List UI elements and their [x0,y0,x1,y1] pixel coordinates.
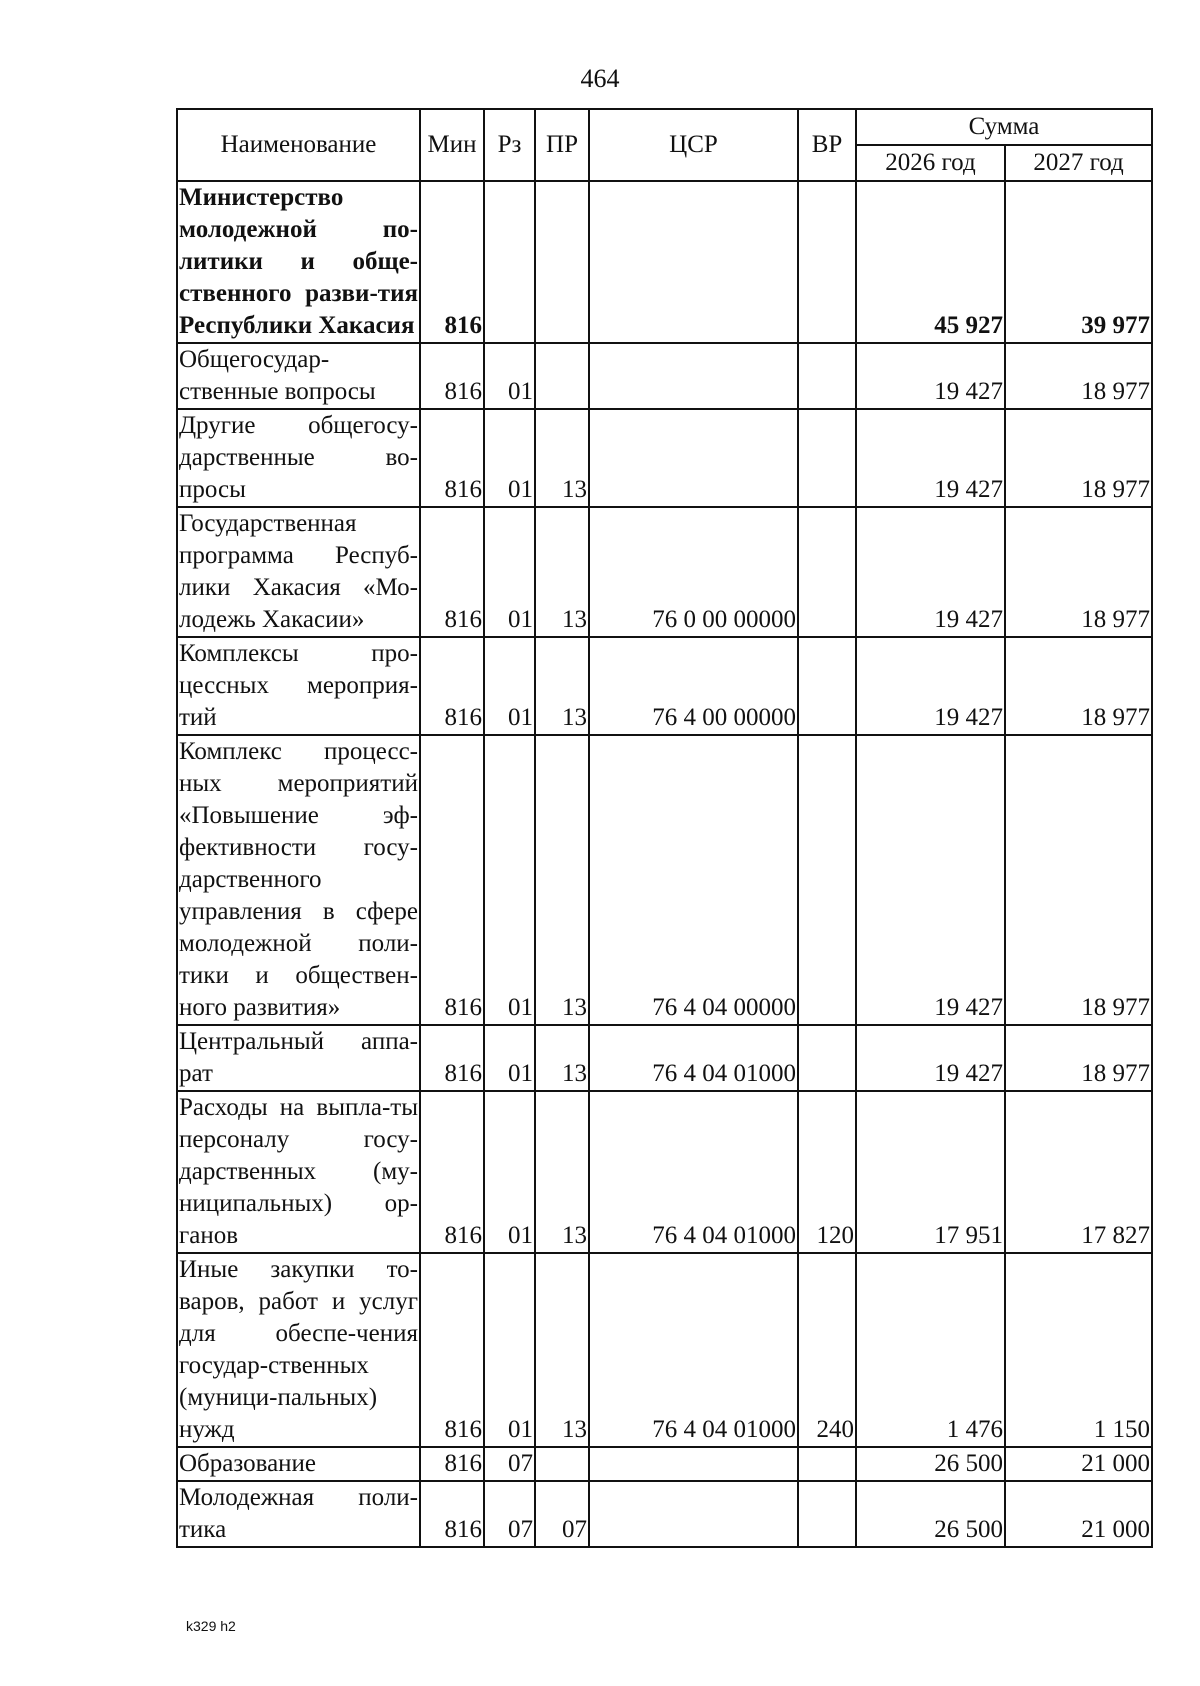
cell-sum-2027: 18 977 [1005,507,1152,637]
table-body [177,181,1152,1547]
cell-sum-2027: 18 977 [1005,409,1152,507]
cell-name: Образование [177,1447,420,1481]
cell-min: 816 [420,1091,484,1253]
cell-pr: 13 [535,1091,589,1253]
table-row [177,637,1152,735]
cell-vr [798,1447,856,1481]
cell-csr [589,409,798,507]
page-number: 464 [580,64,620,93]
header-min: Мин [420,109,484,181]
cell-pr: 13 [535,507,589,637]
cell-min: 816 [420,735,484,1025]
cell-pr: 13 [535,409,589,507]
cell-pr [535,181,589,343]
cell-sum-2027: 18 977 [1005,637,1152,735]
cell-name: Другие общегосу-дарственные во-просы [177,409,420,507]
cell-min: 816 [420,409,484,507]
cell-pr [535,343,589,409]
cell-sum-2026: 17 951 [856,1091,1005,1253]
cell-sum-2027: 1 150 [1005,1253,1152,1447]
table-row [177,735,1152,1025]
cell-min: 816 [420,507,484,637]
cell-csr: 76 4 04 01000 [589,1091,798,1253]
cell-pr: 13 [535,735,589,1025]
cell-rz: 01 [484,637,535,735]
cell-sum-2026: 26 500 [856,1447,1005,1481]
cell-name: Министерство молодежной по-литики и обще-ственного разви-тия Республики Хакасия [177,181,420,343]
cell-rz: 01 [484,1091,535,1253]
cell-rz: 07 [484,1481,535,1547]
header-vr: ВР [798,109,856,181]
table-row [177,1481,1152,1547]
cell-pr: 13 [535,1025,589,1091]
cell-vr: 120 [798,1091,856,1253]
cell-min: 816 [420,343,484,409]
cell-csr: 76 4 04 01000 [589,1253,798,1447]
cell-rz: 01 [484,735,535,1025]
cell-name: Комплексы про-цессных мероприя-тий [177,637,420,735]
table-header [177,109,1152,181]
cell-rz: 01 [484,1025,535,1091]
cell-pr: 07 [535,1481,589,1547]
header-year-2026: 2026 год [856,145,1005,181]
table-row [177,409,1152,507]
cell-csr: 76 4 04 01000 [589,1025,798,1091]
cell-rz: 01 [484,409,535,507]
cell-sum-2027: 18 977 [1005,1025,1152,1091]
cell-name: Государственная программа Респуб-лики Хакасия «Мо-лодежь Хакасии» [177,507,420,637]
cell-name: Иные закупки то-варов, работ и услуг для обеспе-чения государ-ственных (муници-пальных) нужд [177,1253,420,1447]
cell-rz: 01 [484,1253,535,1447]
cell-sum-2027: 21 000 [1005,1481,1152,1547]
cell-sum-2026: 19 427 [856,343,1005,409]
cell-sum-2027: 21 000 [1005,1447,1152,1481]
cell-csr [589,343,798,409]
cell-sum-2026: 19 427 [856,735,1005,1025]
cell-vr [798,343,856,409]
table-row [177,1447,1152,1481]
header-csr: ЦСР [589,109,798,181]
table-row [177,507,1152,637]
cell-sum-2027: 17 827 [1005,1091,1152,1253]
table-row [177,343,1152,409]
cell-vr [798,735,856,1025]
cell-sum-2026: 19 427 [856,637,1005,735]
cell-csr [589,181,798,343]
budget-table [176,108,1153,1548]
cell-name: Центральный аппа-рат [177,1025,420,1091]
cell-vr: 240 [798,1253,856,1447]
cell-sum-2026: 1 476 [856,1253,1005,1447]
header-rz: Рз [484,109,535,181]
cell-min: 816 [420,1447,484,1481]
header-year-2027: 2027 год [1005,145,1152,181]
cell-csr: 76 4 00 00000 [589,637,798,735]
cell-min: 816 [420,181,484,343]
cell-rz: 01 [484,343,535,409]
cell-sum-2027: 39 977 [1005,181,1152,343]
cell-name: Расходы на выпла-ты персоналу госу-дарственных (му-ниципальных) ор-ганов [177,1091,420,1253]
cell-sum-2026: 19 427 [856,507,1005,637]
table-row [177,1091,1152,1253]
cell-sum-2026: 26 500 [856,1481,1005,1547]
cell-rz: 07 [484,1447,535,1481]
cell-sum-2027: 18 977 [1005,735,1152,1025]
cell-csr: 76 4 04 00000 [589,735,798,1025]
cell-name: Комплекс процесс-ных мероприятий «Повышение эф-фективности госу-дарственного управления в сфере молодежной поли-тики и обществен-ного развития» [177,735,420,1025]
cell-csr: 76 0 00 00000 [589,507,798,637]
cell-sum-2027: 18 977 [1005,343,1152,409]
cell-min: 816 [420,1253,484,1447]
cell-sum-2026: 19 427 [856,1025,1005,1091]
cell-name: Общегосудар-ственные вопросы [177,343,420,409]
header-sum: Сумма [856,109,1152,145]
cell-csr [589,1447,798,1481]
cell-rz [484,181,535,343]
cell-vr [798,507,856,637]
table-row [177,1025,1152,1091]
cell-vr [798,1481,856,1547]
cell-vr [798,637,856,735]
cell-min: 816 [420,637,484,735]
cell-vr [798,181,856,343]
header-name: Наименование [177,109,420,181]
cell-pr: 13 [535,1253,589,1447]
cell-rz: 01 [484,507,535,637]
header-pr: ПР [535,109,589,181]
cell-vr [798,1025,856,1091]
cell-sum-2026: 45 927 [856,181,1005,343]
table-row [177,1253,1152,1447]
cell-pr: 13 [535,637,589,735]
cell-pr [535,1447,589,1481]
footer-code: k329 h2 [186,1618,236,1634]
cell-min: 816 [420,1481,484,1547]
table-row [177,181,1152,343]
cell-min: 816 [420,1025,484,1091]
cell-csr [589,1481,798,1547]
cell-name: Молодежная поли-тика [177,1481,420,1547]
cell-sum-2026: 19 427 [856,409,1005,507]
cell-vr [798,409,856,507]
